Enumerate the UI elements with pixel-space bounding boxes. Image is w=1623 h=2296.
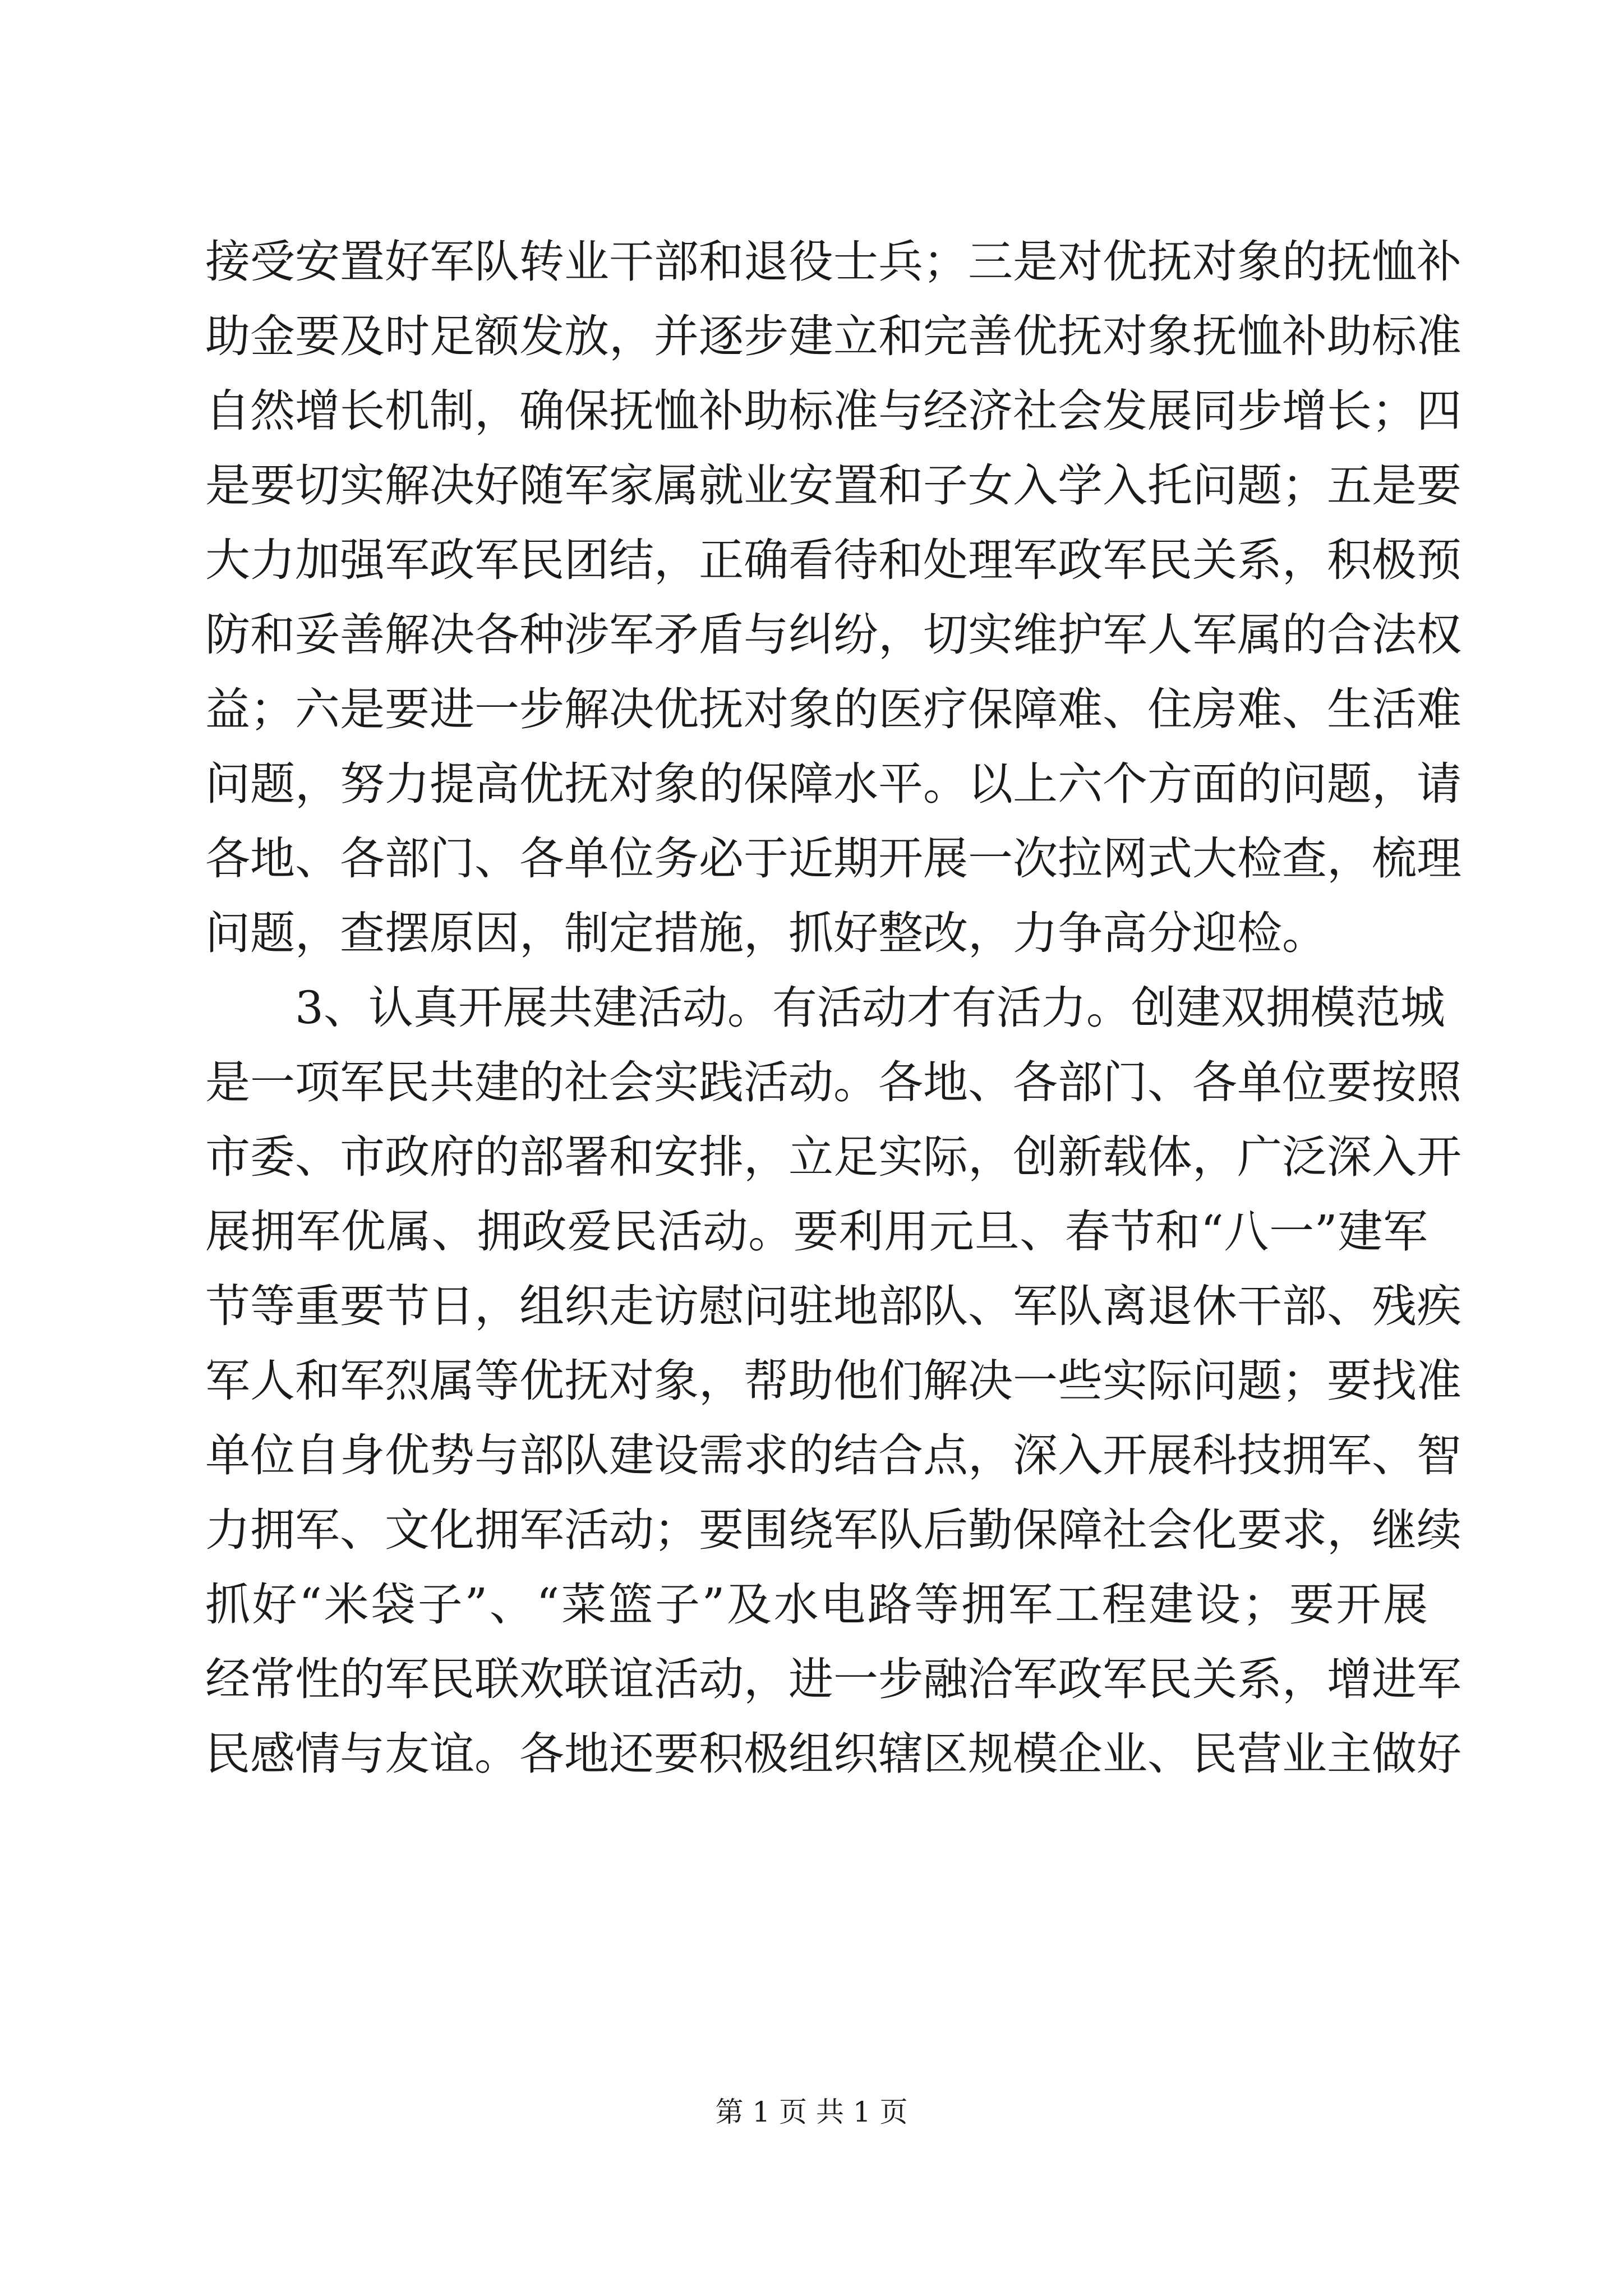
text-line: 问题，查摆原因，制定措施，抓好整改，力争高分迎检。 <box>205 907 1327 959</box>
document-body <box>205 224 1461 1791</box>
text-line: 民感情与友谊。各地还要积极组织辖区规模企业、民营业主做好 <box>205 1728 1461 1780</box>
page-number-footer: 第 1 页 共 1 页 <box>715 2096 908 2128</box>
text-line: 益；六是要进一步解决优抚对象的医疗保障难、住房难、生活难 <box>205 683 1461 735</box>
text-line: 抓好“米袋子”、“菜篮子”及水电路等拥军工程建设；要开展 <box>205 1579 1428 1631</box>
text-line: 是要切实解决好随军家属就业安置和子女入学入托问题；五是要 <box>205 459 1461 512</box>
text-line: 接受安置好军队转业干部和退役士兵；三是对优抚对象的抚恤补 <box>205 236 1461 288</box>
text-line: 力拥军、文化拥军活动；要围绕军队后勤保障社会化要求，继续 <box>205 1504 1461 1556</box>
text-line: 问题，努力提高优抚对象的保障水平。以上六个方面的问题，请 <box>205 758 1461 810</box>
text-line: 军人和军烈属等优抚对象，帮助他们解决一些实际问题；要找准 <box>205 1355 1461 1407</box>
section-heading-line: 3、认真开展共建活动。有活动才有活力。创建双拥模范城 <box>295 982 1445 1034</box>
text-line: 防和妥善解决各种涉军矛盾与纠纷，切实维护军人军属的合法权 <box>205 609 1461 661</box>
text-line: 单位自身优势与部队建设需求的结合点，深入开展科技拥军、智 <box>205 1429 1461 1481</box>
text-line: 经常性的军民联欢联谊活动，进一步融洽军政军民关系，增进军 <box>205 1653 1461 1705</box>
text-line: 是一项军民共建的社会实践活动。各地、各部门、各单位要按照 <box>205 1056 1461 1108</box>
text-line: 节等重要节日，组织走访慰问驻地部队、军队离退休干部、残疾 <box>205 1280 1461 1332</box>
text-line: 大力加强军政军民团结，正确看待和处理军政军民关系，积极预 <box>205 534 1461 586</box>
text-line: 各地、各部门、各单位务必于近期开展一次拉网式大检查，梳理 <box>205 832 1461 885</box>
text-line: 市委、市政府的部署和安排，立足实际，创新载体，广泛深入开 <box>205 1131 1461 1183</box>
text-line: 自然增长机制，确保抚恤补助标准与经济社会发展同步增长；四 <box>205 385 1461 437</box>
text-line: 助金要及时足额发放，并逐步建立和完善优抚对象抚恤补助标准 <box>205 310 1461 362</box>
text-line: 展拥军优属、拥政爱民活动。要利用元旦、春节和“八一”建军 <box>205 1205 1428 1258</box>
